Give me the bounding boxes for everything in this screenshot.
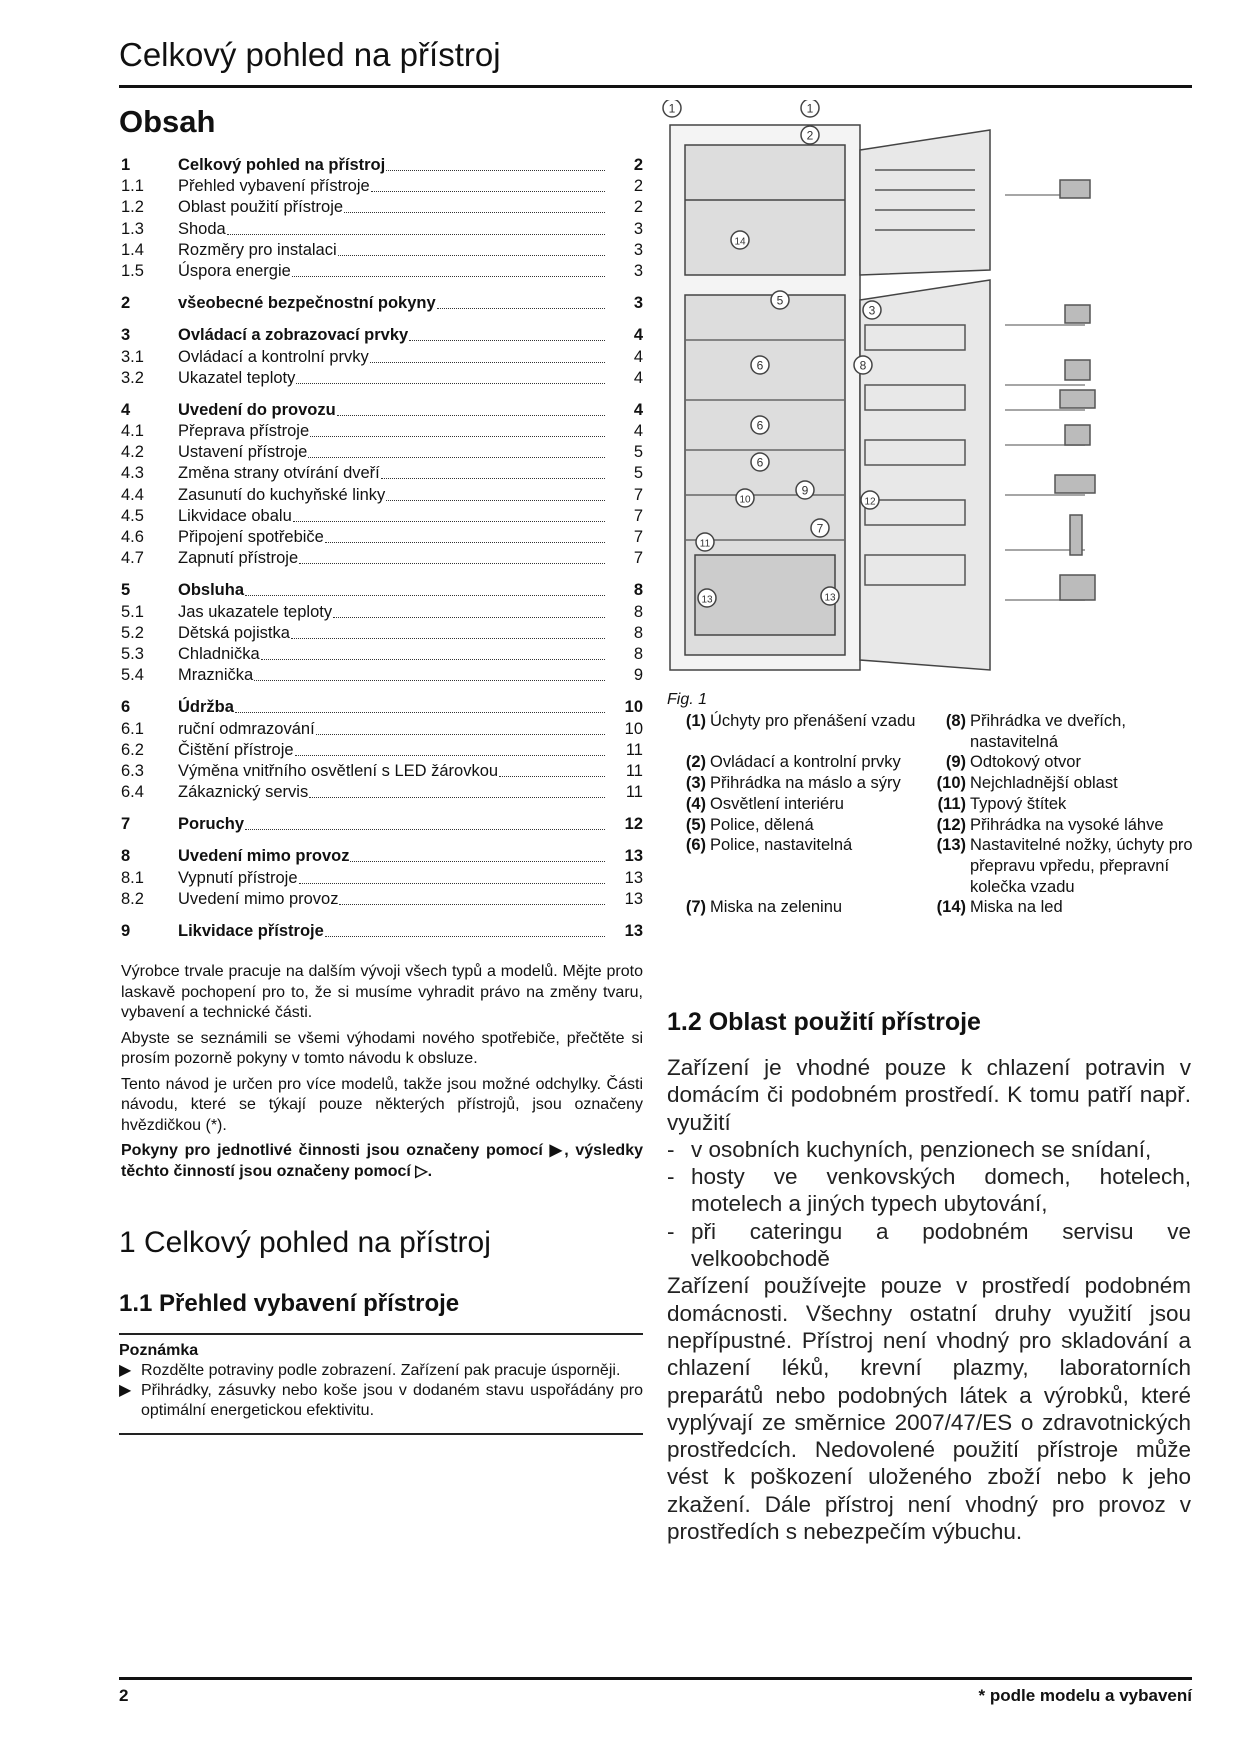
- note-title: Poznámka: [119, 1342, 199, 1359]
- toc-number: 4: [121, 400, 131, 419]
- toc-leader: [370, 353, 605, 363]
- toc-number: 6.1: [121, 719, 144, 738]
- toc-page: 3: [633, 294, 643, 313]
- toc-leader: [254, 671, 605, 681]
- figure-caption: Fig. 1: [667, 691, 708, 708]
- toc-page: 8: [633, 623, 643, 642]
- legend-item: [932, 773, 1197, 794]
- arrow-icon: ▶: [119, 1362, 132, 1379]
- toc-number: 4.3: [121, 464, 144, 483]
- toc-title: Mraznička: [178, 666, 254, 685]
- toc-entry[interactable]: [121, 697, 643, 718]
- toc-entry[interactable]: [121, 719, 643, 740]
- legend-text: Miska na zeleninu: [710, 898, 843, 917]
- legend-key: (4): [685, 794, 706, 813]
- toc-group: [121, 155, 643, 282]
- legend-text: Nejchladnější oblast: [970, 774, 1118, 793]
- toc-page: 12: [624, 815, 643, 834]
- toc-number: 4.6: [121, 528, 144, 546]
- toc-leader: [371, 182, 605, 192]
- legend-text: Úchyty pro přenášení vzadu: [710, 712, 916, 730]
- toc-leader: [325, 927, 605, 937]
- toc-number: 4.1: [121, 422, 144, 441]
- callout-label: 6: [756, 418, 764, 433]
- toc-title: Jas ukazatele teploty: [178, 602, 333, 621]
- toc-title: Chladnička: [178, 644, 260, 663]
- toc-entry[interactable]: [121, 261, 643, 282]
- toc-page: 13: [624, 847, 643, 866]
- toc-title: Poruchy: [178, 815, 245, 834]
- toc-entry[interactable]: [121, 665, 643, 686]
- legend-key: (14): [936, 898, 966, 917]
- subsection-heading: 1.2 Oblast použití přístroje: [667, 1008, 981, 1036]
- callout-label: 11: [699, 538, 711, 550]
- toc-leader: [381, 469, 605, 479]
- toc-page: 11: [625, 761, 643, 780]
- toc-entry[interactable]: [121, 740, 643, 761]
- intro-text: [121, 962, 643, 1187]
- toc-number: 4.7: [121, 549, 144, 568]
- toc-entry[interactable]: [121, 176, 643, 197]
- toc-page: 8: [633, 644, 643, 663]
- toc-leader: [386, 491, 605, 501]
- toc-page: 4: [633, 422, 643, 441]
- toc-title: Obsluha: [178, 581, 245, 600]
- toc-entry[interactable]: [121, 580, 643, 601]
- toc-leader: [437, 299, 605, 309]
- legend-text: Police, dělená: [710, 815, 814, 834]
- legend-text: Přihrádka ve dveřích, nastavitelná: [970, 712, 1126, 751]
- callout-label: 2: [806, 128, 814, 143]
- toc-title: Přeprava přístroje: [178, 422, 310, 441]
- toc-leader: [325, 533, 605, 543]
- page-number: 2: [119, 1686, 129, 1705]
- legend-text: Miska na led: [970, 898, 1063, 917]
- toc-entry[interactable]: [121, 347, 643, 368]
- toc-group: [121, 846, 643, 910]
- toc-leader: [309, 788, 605, 798]
- legend-key: (13): [936, 836, 966, 855]
- toc-page: 8: [633, 581, 643, 600]
- callout-label: 12: [864, 496, 876, 508]
- toc-entry[interactable]: [121, 368, 643, 389]
- bullet-item: v osobních kuchyních, penzionech se snídaní,: [691, 1136, 1152, 1162]
- toc-page: 13: [624, 868, 643, 887]
- toc-page: 3: [633, 219, 643, 238]
- toc-entry[interactable]: [121, 240, 643, 261]
- toc-entry[interactable]: [121, 761, 643, 782]
- legend-item: [672, 711, 932, 752]
- bullet-item: hosty ve venkovských domech, hotelech, motelech a jiných typech ubytování,: [691, 1164, 1191, 1217]
- legend-text: Osvětlení interiéru: [710, 794, 844, 813]
- legend-text: Přihrádka na máslo a sýry: [710, 774, 901, 793]
- toc-number: 8.2: [121, 889, 144, 908]
- toc-leader: [339, 895, 605, 905]
- toc-leader: [350, 852, 605, 862]
- toc-leader: [337, 406, 605, 416]
- toc-leader: [261, 650, 605, 660]
- toc-number: 9: [121, 922, 131, 940]
- toc-entry[interactable]: [121, 921, 643, 942]
- legend-key: (2): [685, 753, 706, 772]
- toc-leader: [245, 820, 605, 830]
- toc-page: 5: [633, 464, 643, 483]
- toc-title: Oblast použití přístroje: [178, 198, 344, 217]
- toc-number: 6.4: [121, 783, 144, 802]
- usage-text: [667, 1054, 1191, 1545]
- toc-page: 2: [633, 198, 643, 217]
- toc-entry[interactable]: [121, 782, 643, 803]
- intro-paragraph: Abyste se seznámili se všemi výhodami nového spotřebiče, přečtěte si prosím pozorně pokyny v tomto návodu k obsluze.: [121, 1029, 643, 1067]
- toc-leader: [386, 161, 605, 171]
- toc-entry[interactable]: [121, 889, 643, 910]
- toc-page: 4: [633, 347, 643, 366]
- toc-leader: [292, 267, 605, 277]
- page-title: Celkový pohled na přístroj: [119, 36, 501, 73]
- toc-number: 7: [121, 815, 131, 834]
- toc-number: 4.4: [121, 485, 144, 504]
- toc-title: Zapnutí přístroje: [178, 549, 299, 568]
- toc-number: 5.4: [121, 666, 144, 685]
- legend-key: (3): [685, 774, 706, 793]
- toc-title: Ustavení přístroje: [178, 443, 308, 462]
- bullet: -: [667, 1218, 675, 1244]
- legend-text: Nastavitelné nožky, úchyty pro přepravu vpředu, přepravní kolečka vzadu: [970, 836, 1193, 896]
- callout-label: 8: [859, 358, 867, 373]
- toc-page: 11: [625, 783, 643, 802]
- toc-number: 8: [121, 847, 131, 866]
- toc-page: 7: [633, 506, 643, 525]
- toc-group: [121, 400, 643, 570]
- toc-page: 8: [633, 602, 643, 621]
- toc-group: [121, 580, 643, 686]
- toc-number: 6.2: [121, 740, 144, 759]
- toc-title: Změna strany otvírání dveří: [178, 464, 380, 483]
- toc-leader: [409, 331, 605, 341]
- toc-page: 7: [633, 485, 643, 504]
- toc-page: 13: [624, 922, 643, 940]
- callout-label: 5: [776, 293, 784, 308]
- toc-number: 4.5: [121, 506, 144, 525]
- toc-title: Ovládací a zobrazovací prvky: [178, 326, 409, 345]
- callout-label: 9: [801, 483, 809, 498]
- toc-leader: [245, 586, 605, 596]
- toc-title: všeobecné bezpečnostní pokyny: [178, 294, 436, 313]
- toc-page: 11: [625, 740, 643, 759]
- legend-item: [672, 773, 932, 794]
- toc-entry[interactable]: [121, 602, 643, 623]
- toc-number: 3.1: [121, 347, 144, 366]
- toc-title: Uvedení mimo provoz: [178, 847, 350, 866]
- toc-number: 8.1: [121, 868, 144, 887]
- toc-number: 5.2: [121, 623, 144, 642]
- toc-entry[interactable]: [121, 325, 643, 346]
- toc-entry[interactable]: [121, 463, 643, 484]
- toc-leader: [344, 203, 605, 213]
- toc-leader: [295, 746, 605, 756]
- toc-page: 10: [624, 698, 643, 717]
- toc-number: 1.5: [121, 261, 144, 280]
- callout-label: 13: [701, 594, 713, 606]
- toc-page: 7: [633, 549, 643, 568]
- toc-group: [121, 697, 643, 803]
- toc-title: Zasunutí do kuchyňské linky: [178, 485, 386, 504]
- callout-label: 3: [868, 303, 876, 318]
- toc-page: 4: [633, 326, 643, 345]
- toc-title: Údržba: [178, 698, 234, 717]
- toc-leader: [235, 703, 605, 713]
- toc-group: [121, 814, 643, 835]
- bullet: -: [667, 1136, 675, 1162]
- legend-text: Přihrádka na vysoké láhve: [970, 815, 1164, 834]
- toc-page: 2: [633, 156, 643, 174]
- legend-item: [932, 815, 1197, 836]
- toc-entry[interactable]: [121, 442, 643, 463]
- toc-entry[interactable]: [121, 197, 643, 218]
- toc-leader: [227, 225, 605, 235]
- toc-page: 3: [633, 240, 643, 259]
- toc-group: [121, 293, 643, 314]
- toc-entry[interactable]: [121, 548, 643, 569]
- legend-key: (12): [936, 815, 966, 834]
- toc-number: 6: [121, 698, 131, 717]
- arrow-icon: ▶: [119, 1382, 132, 1399]
- toc-number: 6.3: [121, 761, 144, 780]
- toc-heading: Obsah: [119, 104, 216, 139]
- legend-item: [672, 835, 932, 897]
- toc-leader: [308, 448, 605, 458]
- toc-number: 4.2: [121, 443, 144, 462]
- toc-number: 5.3: [121, 644, 144, 663]
- toc-title: Likvidace přístroje: [178, 922, 324, 940]
- toc-entry[interactable]: [121, 485, 643, 506]
- legend-key: (6): [685, 836, 706, 855]
- toc-entry[interactable]: [121, 623, 643, 644]
- fridge-diagram: [660, 100, 1120, 685]
- toc-leader: [299, 554, 605, 564]
- toc-group: [121, 325, 643, 389]
- toc-title: Ukazatel teploty: [178, 368, 296, 387]
- legend-item: [932, 897, 1197, 918]
- legend-text: Police, nastavitelná: [710, 836, 853, 855]
- toc-page: 3: [633, 261, 643, 280]
- paragraph: Zařízení je vhodné pouze k chlazení potravin v domácím či podobném prostředí. K tomu patří např. využití: [667, 1055, 1191, 1135]
- legend-text: Ovládací a kontrolní prvky: [710, 753, 901, 772]
- toc-entry[interactable]: [121, 527, 643, 548]
- footer-rule: [119, 1677, 1192, 1680]
- toc-page: 10: [624, 719, 643, 738]
- intro-paragraph: Tento návod je určen pro více modelů, takže jsou možné odchylky. Části návodu, které se týkají pouze některých přístrojů, jsou označeny hvězdičkou (*).: [121, 1075, 643, 1134]
- toc-number: 1.4: [121, 240, 144, 259]
- legend-key: (10): [936, 774, 966, 793]
- toc-title: Zákaznický servis: [178, 783, 309, 802]
- legend-text: Odtokový otvor: [970, 753, 1081, 772]
- intro-paragraph: Výrobce trvale pracuje na dalším vývoji všech typů a modelů. Mějte proto laskavě pochopení pro to, že si musíme vyhradit právo na změny tvaru, vybavení a technické části.: [121, 963, 643, 1021]
- legend-item: [932, 794, 1197, 815]
- note-box: [119, 1333, 643, 1435]
- toc-page: 7: [633, 528, 643, 546]
- toc-title: ruční odmrazování: [178, 719, 315, 738]
- legend-key: (5): [685, 815, 706, 834]
- toc-leader: [291, 629, 605, 639]
- toc-number: 1.2: [121, 198, 144, 217]
- toc-title: Celkový pohled na přístroj: [178, 156, 386, 174]
- toc-title: Likvidace obalu: [178, 506, 292, 525]
- toc-entry[interactable]: [121, 219, 643, 240]
- figure-legend: [672, 711, 1197, 918]
- toc-title: Uvedení mimo provoz: [178, 889, 339, 908]
- toc-leader: [296, 374, 605, 384]
- table-of-contents: [121, 155, 643, 953]
- toc-title: Čištění přístroje: [178, 740, 294, 759]
- legend-item: [672, 752, 932, 773]
- toc-number: 5: [121, 581, 131, 600]
- legend-key: (8): [945, 712, 966, 730]
- toc-title: Výměna vnitřního osvětlení s LED žárovkou: [178, 761, 499, 780]
- subsection-heading: 1.1 Přehled vybavení přístroje: [119, 1290, 460, 1317]
- bullet: -: [667, 1164, 675, 1190]
- toc-leader: [333, 608, 605, 618]
- legend-item: [672, 815, 932, 836]
- toc-entry[interactable]: [121, 846, 643, 867]
- toc-entry[interactable]: [121, 155, 643, 176]
- legend-text: Typový štítek: [970, 794, 1067, 813]
- paragraph: Zařízení používejte pouze v prostředí podobném domácnosti. Všechny ostatní druhy využití jsou nepřípustné. Přístroj není vhodný pro skladování a chlazení léků, krevní plazmy, laboratorních preparátů nebo podobných látek a výrobků, které vyplývají ze směrnice 2007/47/ES o zdravotnických prostředcích. Nedovolené použití přístroje může vést k poškození uloženého zboží nebo k jeho zkažení. Dále přístroj není vhodný pro provoz v prostředích s nebezpečím výbuchu.: [667, 1273, 1191, 1545]
- toc-title: Rozměry pro instalaci: [178, 240, 337, 259]
- toc-number: 1.1: [121, 177, 144, 196]
- toc-page: 4: [633, 368, 643, 387]
- toc-title: Přehled vybavení přístroje: [178, 177, 370, 196]
- toc-leader: [299, 874, 605, 884]
- bullet-item: při cateringu a podobném servisu ve velkoobchodě: [691, 1218, 1191, 1272]
- toc-entry[interactable]: [121, 814, 643, 835]
- toc-entry[interactable]: [121, 868, 643, 889]
- toc-title: Připojení spotřebiče: [178, 528, 324, 546]
- callout-label: 6: [756, 358, 764, 373]
- legend-key: (7): [685, 898, 706, 917]
- toc-entry[interactable]: [121, 644, 643, 665]
- legend-item: [932, 752, 1197, 773]
- toc-title: Dětská pojistka: [178, 623, 290, 642]
- toc-number: 3: [121, 326, 131, 345]
- legend-key: (11): [937, 794, 966, 813]
- toc-page: 4: [633, 400, 643, 419]
- callout-label: 10: [739, 494, 751, 506]
- callout-label: 1: [806, 101, 814, 116]
- toc-entry[interactable]: [121, 400, 643, 421]
- toc-number: 1: [121, 156, 131, 174]
- toc-leader: [293, 512, 605, 522]
- intro-paragraph: Pokyny pro jednotlivé činnosti jsou označeny pomocí ▶, výsledky těchto činností jsou označeny pomocí ▷.: [121, 1142, 643, 1180]
- toc-title: Úspora energie: [178, 261, 291, 280]
- toc-leader: [499, 767, 605, 777]
- toc-page: 2: [633, 177, 643, 196]
- legend-item: [932, 711, 1197, 752]
- callout-label: 13: [824, 592, 836, 604]
- toc-leader: [338, 246, 605, 256]
- callout-label: 6: [756, 455, 764, 470]
- toc-entry[interactable]: [121, 293, 643, 314]
- header-rule: [119, 85, 1192, 88]
- note-item: Rozdělte potraviny podle zobrazení. Zařízení pak pracuje úsporněji.: [141, 1362, 621, 1379]
- toc-page: 13: [624, 889, 643, 908]
- legend-item: [932, 835, 1197, 897]
- toc-number: 5.1: [121, 602, 144, 621]
- legend-key: (9): [945, 753, 966, 772]
- toc-entry[interactable]: [121, 506, 643, 527]
- toc-page: 5: [633, 443, 643, 462]
- toc-number: 1.3: [121, 219, 144, 238]
- note-item: Přihrádky, zásuvky nebo koše jsou v dodaném stavu uspořádány pro optimální energetickou efektivitu.: [141, 1382, 643, 1419]
- toc-number: 2: [121, 294, 131, 313]
- section-heading: 1 Celkový pohled na přístroj: [119, 1226, 491, 1259]
- toc-leader: [316, 725, 605, 735]
- footer-note: * podle modelu a vybavení: [978, 1686, 1192, 1705]
- toc-number: 3.2: [121, 368, 144, 387]
- callout-label: 7: [816, 521, 824, 536]
- toc-entry[interactable]: [121, 421, 643, 442]
- toc-title: Uvedení do provozu: [178, 400, 336, 419]
- toc-group: [121, 921, 643, 942]
- legend-item: [672, 794, 932, 815]
- toc-title: Shoda: [178, 219, 226, 238]
- toc-leader: [310, 427, 605, 437]
- callout-label: 14: [734, 236, 746, 248]
- legend-item: [672, 897, 932, 918]
- callout-label: 1: [668, 101, 676, 116]
- toc-title: Vypnutí přístroje: [178, 868, 298, 887]
- legend-key: (1): [685, 712, 706, 730]
- toc-page: 9: [633, 666, 643, 685]
- toc-title: Ovládací a kontrolní prvky: [178, 347, 369, 366]
